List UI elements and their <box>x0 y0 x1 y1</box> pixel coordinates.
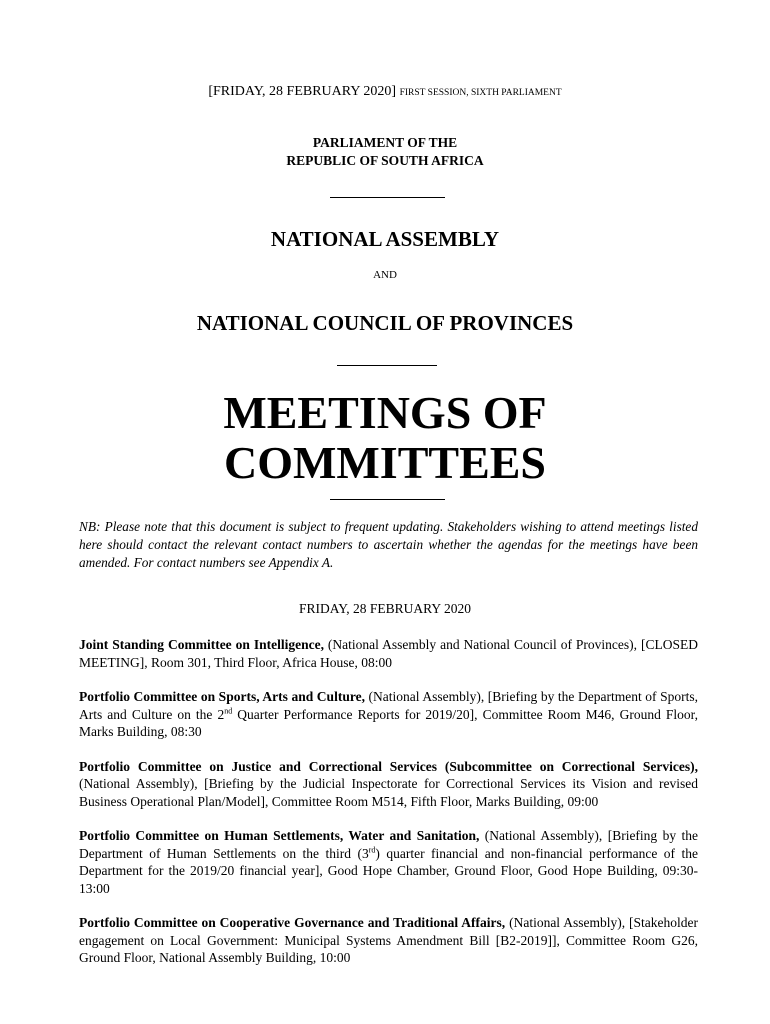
ordinal-suffix: rd <box>368 845 376 854</box>
parliament-heading <box>0 134 770 170</box>
meeting-details-cont: ) quarter financial and non-financial performance of the Department for the 2019/20 financial year], Good Hope Chamber, Ground Floor, Good Hope Building, 09:30-13:00 <box>79 845 698 896</box>
divider-1 <box>330 197 445 198</box>
and-conjunction: AND <box>373 269 397 281</box>
committee-name: Portfolio Committee on Human Settlements, Water and Sanitation, <box>79 828 480 843</box>
gazette-date-line <box>0 84 770 100</box>
meeting-entry <box>79 636 698 671</box>
session-label: FIRST SESSION, SIXTH PARLIAMENT <box>399 88 562 98</box>
meeting-details: (National Assembly), [Briefing by the Department of Human Settlements on the third (3 <box>79 828 698 861</box>
ordinal-suffix: nd <box>224 706 233 715</box>
committee-name: Portfolio Committee on Cooperative Governance and Traditional Affairs, <box>79 915 506 930</box>
nb-notice: NB: Please note that this document is subject to frequent updating. Stakeholders wishing to attend meetings listed here should contact the relevant contact numbers to ascertain whether the agendas for the meetings have been amended. For contact numbers see Appendix A. <box>79 519 698 570</box>
gazette-date: [FRIDAY, 28 FEBRUARY 2020] <box>208 84 397 99</box>
meeting-entry <box>79 758 698 811</box>
divider-2 <box>337 365 437 366</box>
meeting-entry <box>79 914 698 967</box>
meeting-entry <box>79 827 698 897</box>
meeting-details: (National Assembly and National Council of Provinces), [CLOSED MEETING], Room 301, Third Floor, Africa House, 08:00 <box>79 637 698 670</box>
meeting-details: (National Assembly), [Stakeholder engagement on Local Government: Municipal Systems Amendment Bill [B2-2019]], Committee Room G26, Ground Floor, National Assembly Building, 10:00 <box>79 915 698 965</box>
ncop-heading: NATIONAL COUNCIL OF PROVINCES <box>196 311 574 335</box>
committee-name: Joint Standing Committee on Intelligence, <box>79 637 324 652</box>
committee-name: Portfolio Committee on Sports, Arts and Culture, <box>79 689 365 704</box>
title-line-1: MEETINGS OF <box>223 387 547 438</box>
committee-name: Portfolio Committee on Justice and Correctional Services (Subcommittee on Correctional Services), <box>79 758 698 774</box>
national-assembly-heading: NATIONAL ASSEMBLY <box>270 227 500 251</box>
parliament-line-2: REPUBLIC OF SOUTH AFRICA <box>286 153 484 168</box>
meeting-details: (National Assembly), [Briefing by the Judicial Inspectorate for Correctional Services its Vision and revised Business Operational Plan/Model], Committee Room M514, Fifth Floor, Marks Building, 09:00 <box>79 776 698 809</box>
meeting-details-cont: Quarter Performance Reports for 2019/20], Committee Room M46, Ground Floor, Marks Building, 08:30 <box>79 706 698 739</box>
committee-meetings-list <box>79 636 698 984</box>
meeting-details: (National Assembly), [Briefing by the Department of Sports, Arts and Culture on the 2 <box>79 689 699 722</box>
document-title <box>0 388 770 488</box>
day-heading: FRIDAY, 28 FEBRUARY 2020 <box>298 601 472 616</box>
title-line-2: COMMITTEES <box>223 437 547 488</box>
divider-3 <box>330 499 445 500</box>
parliament-line-1: PARLIAMENT OF THE <box>312 135 458 150</box>
meeting-entry <box>79 688 698 741</box>
